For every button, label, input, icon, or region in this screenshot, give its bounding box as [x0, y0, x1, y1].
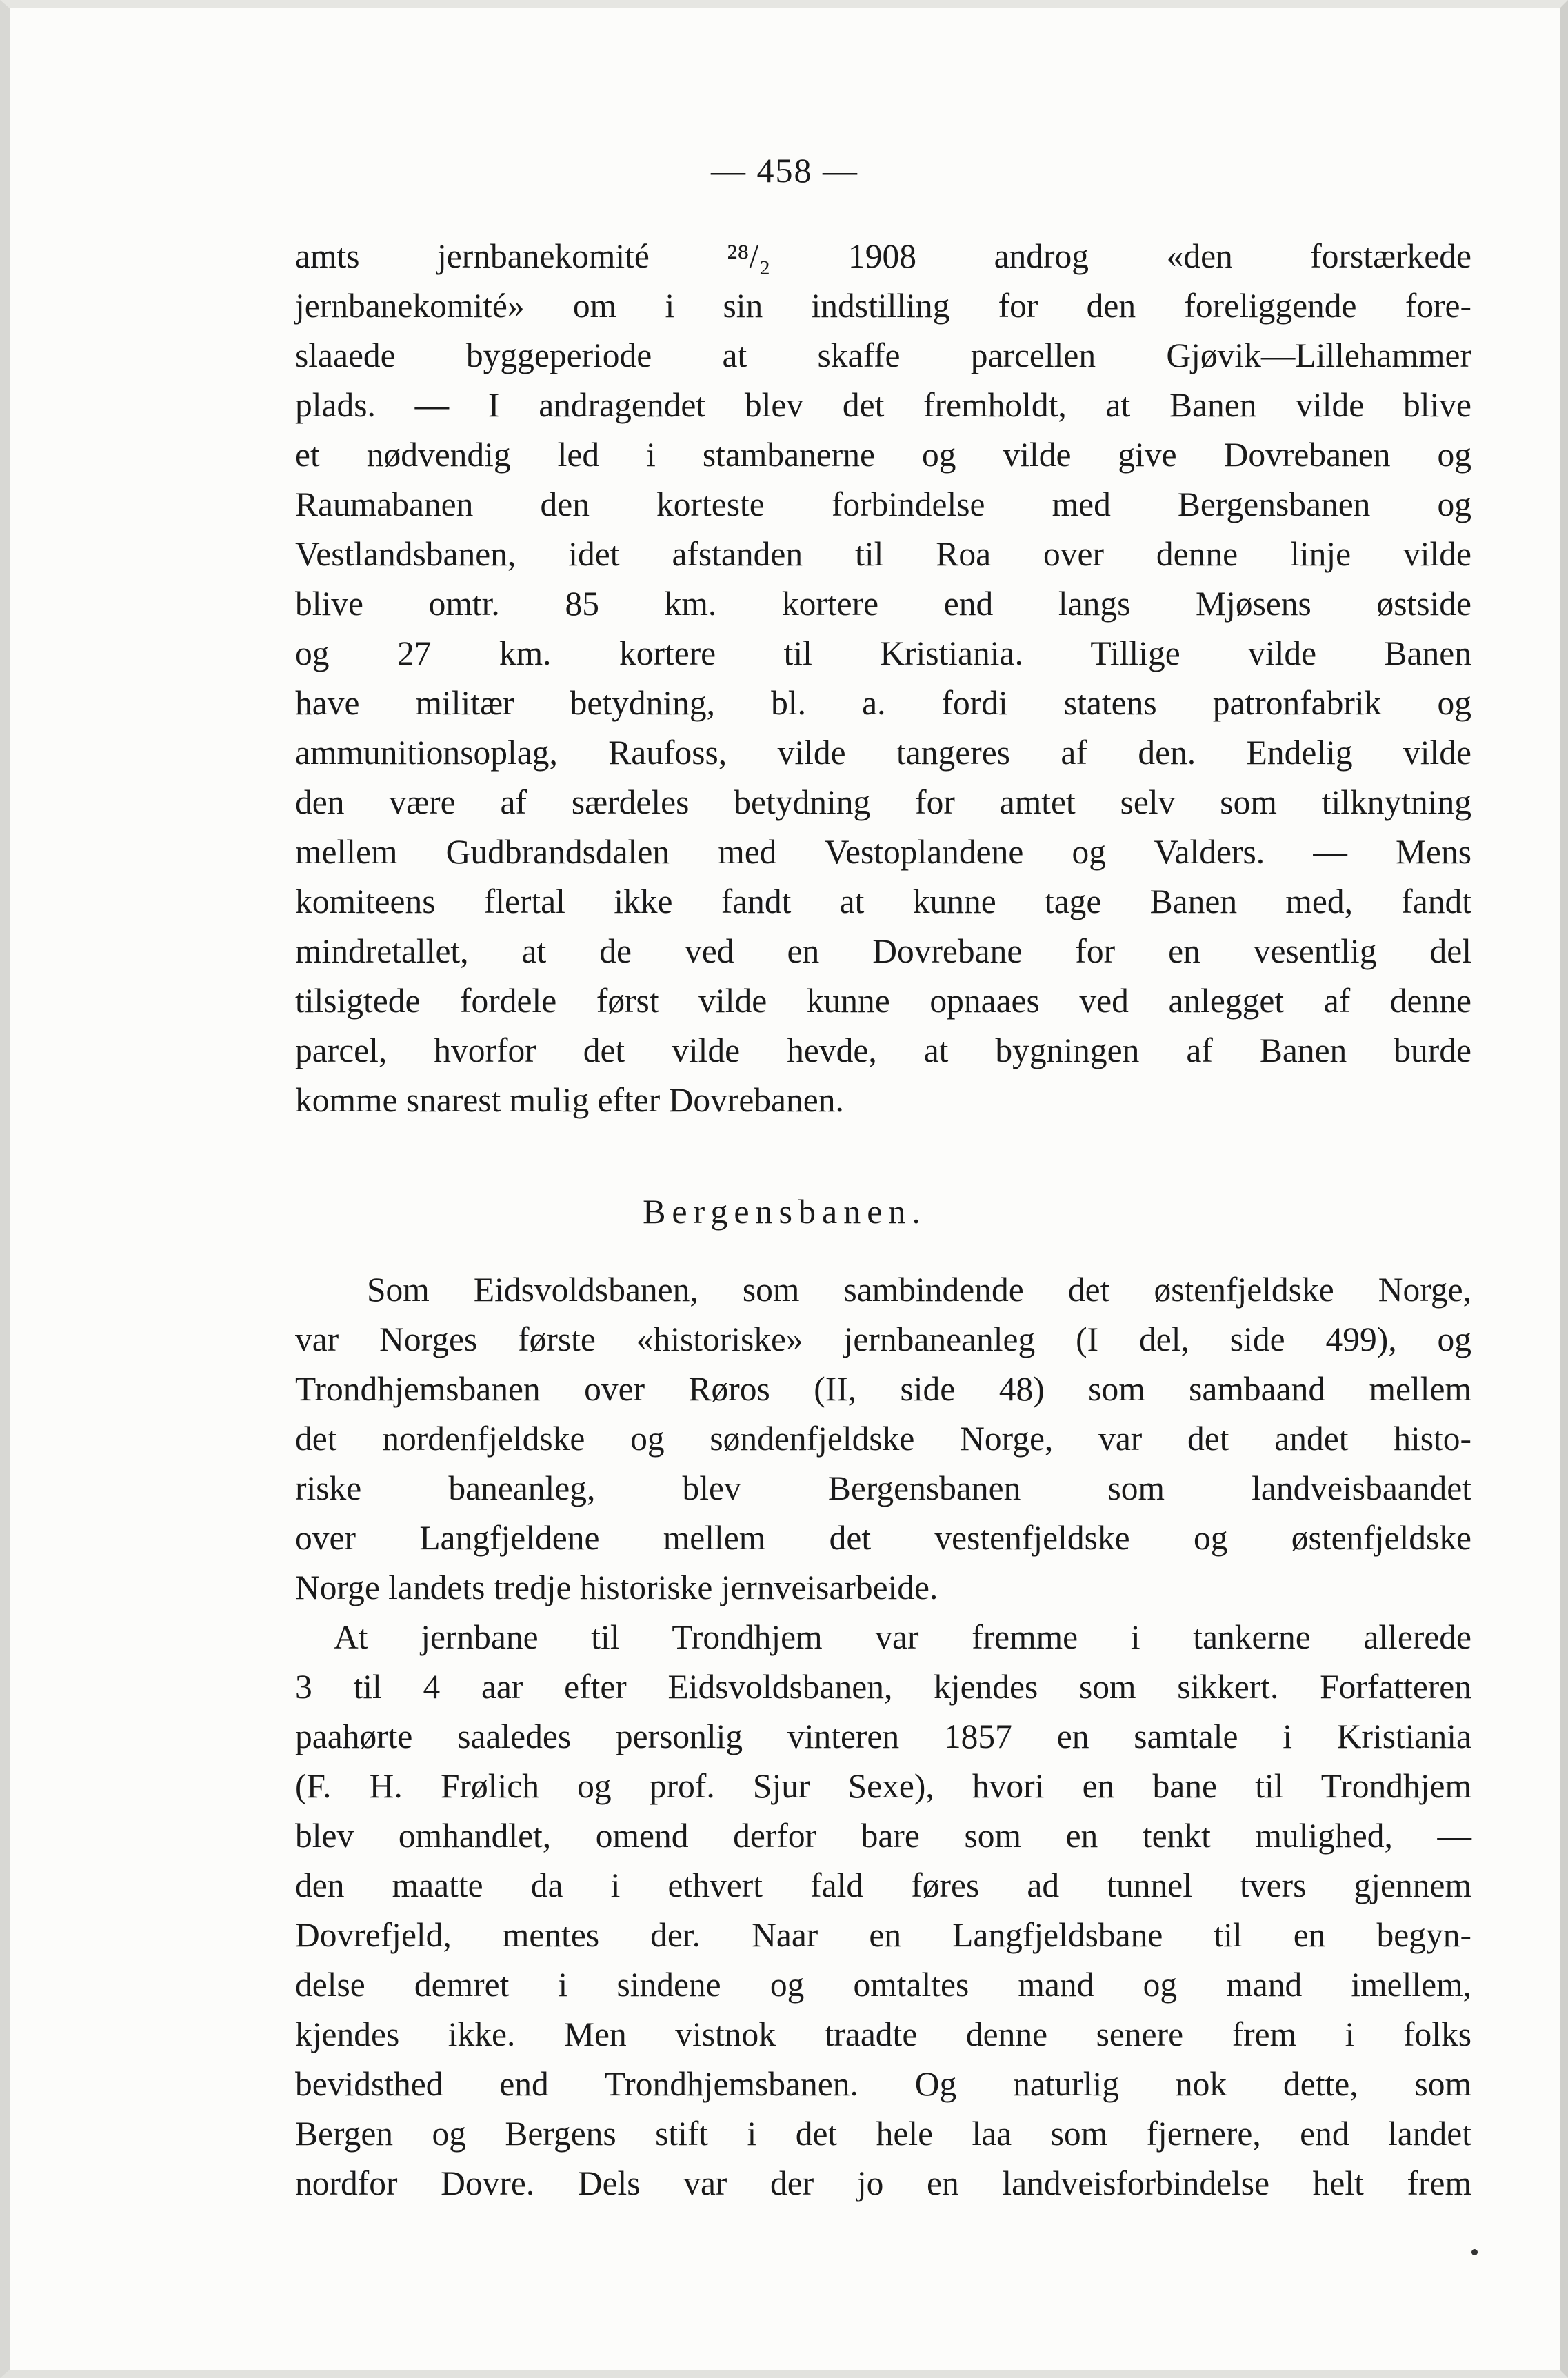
text-line: jernbanekomité» om i sin indstilling for den foreliggende fore- [295, 287, 1471, 325]
text-line: det nordenfjeldske og søndenfjeldske Norge, var det andet histo- [295, 1420, 1471, 1458]
text-line: komme snarest mulig efter Dovrebanen. [295, 1081, 844, 1119]
text-line: Raumabanen den korteste forbindelse med Bergensbanen og [295, 485, 1471, 523]
text-line: have militær betydning, bl. a. fordi statens patronfabrik og [295, 684, 1471, 722]
text-line: bevidsthed end Trondhjemsbanen. Og naturlig nok dette, som [295, 2065, 1471, 2103]
text-line: amts jernbanekomité ²⁸/₂ 1908 androg «den forstærkede [295, 237, 1471, 275]
text-line: et nødvendig led i stambanerne og vilde give Dovrebanen og [295, 436, 1471, 474]
section-heading: Bergensbanen. [643, 1192, 927, 1231]
text-line: Som Eidsvoldsbanen, som sambindende det østenfjeldske Norge, [367, 1271, 1471, 1309]
text-line: slaaede byggeperiode at skaffe parcellen Gjøvik—Lillehammer [295, 336, 1471, 374]
text-line: riske baneanleg, blev Bergensbanen som landveisbaandet [295, 1469, 1471, 1507]
text-line: blev omhandlet, omend derfor bare som en tenkt mulighed, — [295, 1817, 1471, 1855]
text-line: Bergen og Bergens stift i det hele laa som fjernere, end landet [295, 2115, 1471, 2153]
text-line: plads. — I andragendet blev det fremholdt, at Banen vilde blive [295, 386, 1471, 424]
paragraph-2-and-3 [295, 1265, 1471, 2208]
text-line: Vestlandsbanen, idet afstanden til Roa over denne linje vilde [295, 535, 1471, 573]
text-line: den være af særdeles betydning for amtet selv som tilknytning [295, 783, 1471, 821]
text-line: parcel, hvorfor det vilde hevde, at bygningen af Banen burde [295, 1031, 1471, 1069]
text-line: over Langfjeldene mellem det vestenfjeldske og østenfjeldske [295, 1519, 1471, 1557]
text-line: mindretallet, at de ved en Dovrebane for en vesentlig del [295, 932, 1471, 970]
text-line: mellem Gudbrandsdalen med Vestoplandene og Valders. — Mens [295, 833, 1471, 871]
text-line: Dovrefjeld, mentes der. Naar en Langfjeldsbane til en begyn- [295, 1916, 1471, 1954]
text-line: Trondhjemsbanen over Røros (II, side 48) som sambaand mellem [295, 1370, 1471, 1408]
text-line: Norge landets tredje historiske jernveisarbeide. [295, 1569, 938, 1606]
text-line: (F. H. Frølich og prof. Sjur Sexe), hvori en bane til Trondhjem [295, 1767, 1471, 1805]
text-line: tilsigtede fordele først vilde kunne opnaaes ved anlegget af denne [295, 982, 1471, 1020]
ink-speck [1471, 2249, 1478, 2255]
text-line: og 27 km. kortere til Kristiania. Tillige vilde Banen [295, 634, 1471, 672]
text-line: At jernbane til Trondhjem var fremme i tankerne allerede [334, 1618, 1471, 1656]
text-line: var Norges første «historiske» jernbaneanleg (I del, side 499), og [295, 1320, 1471, 1358]
text-line: 3 til 4 aar efter Eidsvoldsbanen, kjendes som sikkert. Forfatteren [295, 1668, 1471, 1706]
page-number: — 458 — [711, 151, 858, 190]
paragraph-1 [295, 232, 1471, 1125]
text-line: paahørte saaledes personlig vinteren 1857 en samtale i Kristiania [295, 1717, 1471, 1755]
text-line: ammunitionsoplag, Raufoss, vilde tangeres af den. Endelig vilde [295, 734, 1471, 772]
text-line: komiteens flertal ikke fandt at kunne tage Banen med, fandt [295, 883, 1471, 920]
text-line: delse demret i sindene og omtaltes mand og mand imellem, [295, 1966, 1471, 2004]
text-line: den maatte da i ethvert fald føres ad tunnel tvers gjennem [295, 1866, 1471, 1904]
text-line: blive omtr. 85 km. kortere end langs Mjøsens østside [295, 585, 1471, 623]
text-line: kjendes ikke. Men vistnok traadte denne senere frem i folks [295, 2015, 1471, 2053]
text-line: nordfor Dovre. Dels var der jo en landveisforbindelse helt frem [295, 2164, 1471, 2202]
